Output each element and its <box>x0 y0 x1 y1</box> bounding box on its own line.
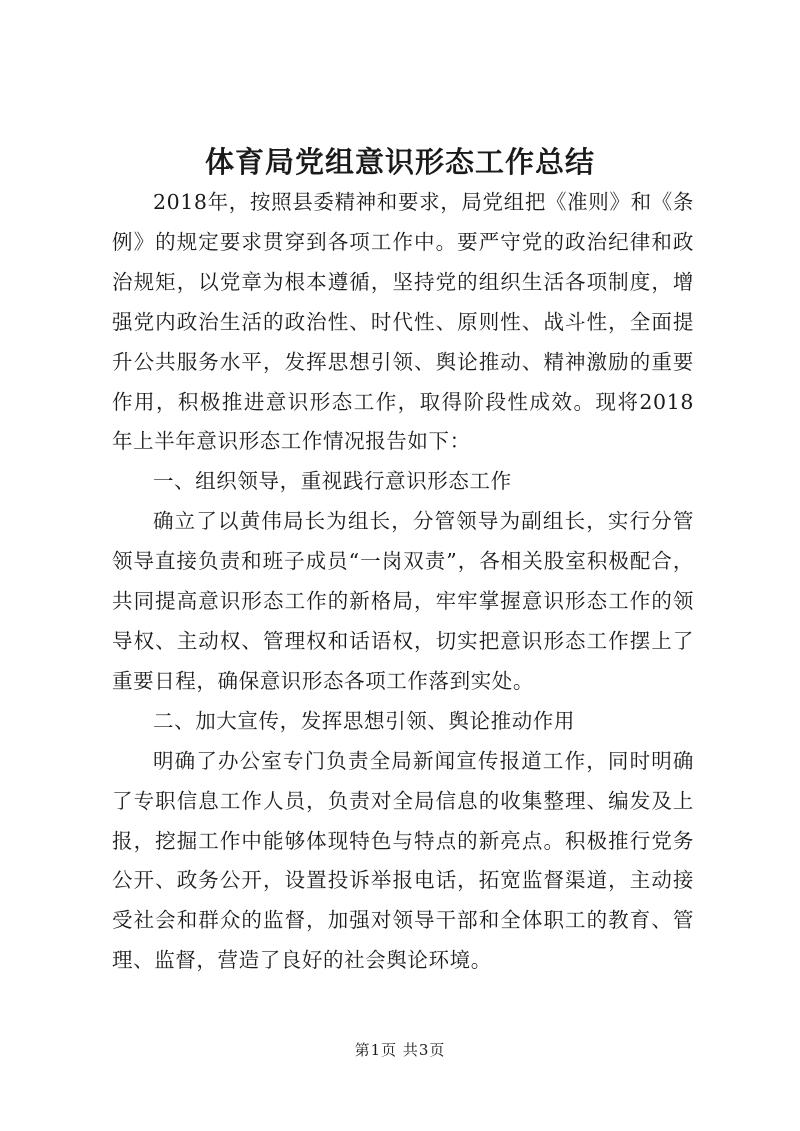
intro-paragraph: 2018年，按照县委精神和要求，局党组把《准则》和《条例》的规定要求贯穿到各项工作中。要严守党的政治纪律和政治规矩，以党章为根本遵循，坚持党的组织生活各项制度，增强党内政治生活的政治性、时代性、原则性、战斗性，全面提升公共服务水平，发挥思想引领、舆论推动、精神激励的重要作用，积极推进意识形态工作，取得阶段性成效。现将2018年上半年意识形态工作情况报告如下： <box>112 190 694 454</box>
page-number-footer: 第1页 共3页 <box>354 1041 446 1059</box>
section-paragraph-1: 确立了以黄伟局长为组长，分管领导为副组长，实行分管领导直接负责和班子成员“一岗双责”，各相关股室积极配合，共同提高意识形态工作的新格局，牢牢掌握意识形态工作的领导权、主动权、管理权和话语权，切实把意识形态工作摆上了重要日程，确保意识形态各项工作落到实处。 <box>112 509 694 693</box>
section-paragraph-2: 明确了办公室专门负责全局新闻宣传报道工作，同时明确了专职信息工作人员，负责对全局信息的收集整理、编发及上报，挖掘工作中能够体现特色与特点的新亮点。积极推行党务公开、政务公开，设置投诉举报电话，拓宽监督渠道，主动接受社会和群众的监督，加强对领导干部和全体职工的教育、管理、监督，营造了良好的社会舆论环境。 <box>112 748 694 973</box>
section-heading-2: 二、加大宣传，发挥思想引领、舆论推动作用 <box>153 708 575 733</box>
document-body <box>112 183 694 981</box>
document-title: 体育局党组意识形态工作总结 <box>204 145 595 179</box>
section-heading-1: 一、组织领导，重视践行意识形态工作 <box>153 469 512 494</box>
